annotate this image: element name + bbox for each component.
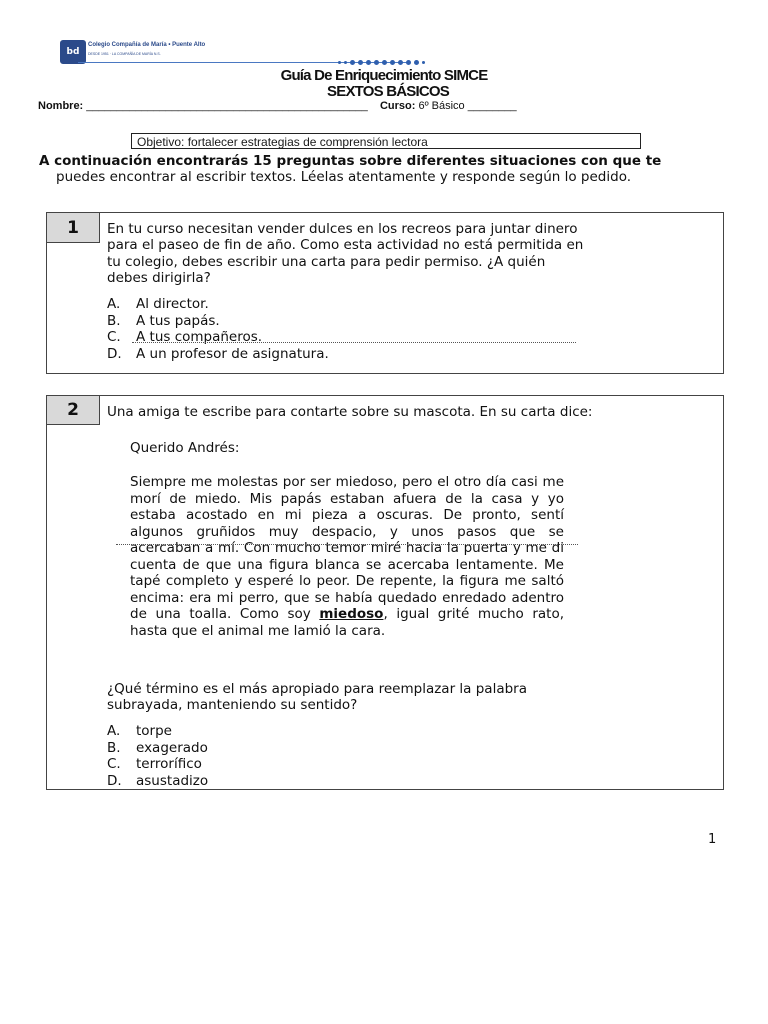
instructions-line-2: puedes encontrar al escribir textos. Léelas atentamente y responde según lo pedido. [56, 169, 632, 185]
nombre-blank[interactable]: ______________________________________________ [86, 100, 368, 112]
page-number: 1 [708, 832, 717, 847]
option-a[interactable]: A. torpe [107, 723, 172, 739]
question-2-options [107, 723, 208, 789]
option-b[interactable]: B. exagerado [107, 739, 208, 756]
option-a[interactable]: A. Al director. [107, 296, 209, 312]
question-2-number: 2 [46, 395, 100, 425]
question-1-options [107, 296, 329, 362]
option-b[interactable]: B. A tus papás. [107, 312, 220, 329]
question-1-stem: En tu curso necesitan vender dulces en los recreos para juntar dinero para el paseo de fin de año. Como esta actividad no está permitida en tu colegio, debes escribir una carta para pedir permiso. ¿A quién debes dirigirla? [107, 221, 584, 287]
dotted-rule [132, 342, 576, 343]
option-d[interactable]: D. A un profesor de asignatura. [107, 345, 329, 362]
school-subtitle: DESDE 1951 · LA COMPAÑÍA DE MARÍA N.S. [88, 52, 161, 56]
objective-box: Objetivo: fortalecer estrategias de comprensión lectora [131, 133, 641, 149]
nombre-label: Nombre: [38, 100, 84, 112]
school-name: Colegio Compañía de María • Puente Alto [88, 42, 206, 48]
question-2-intro: Una amiga te escribe para contarte sobre su mascota. En su carta dice: [107, 404, 593, 420]
dotted-rule [116, 544, 578, 545]
document-subtitle: SEXTOS BÁSICOS [327, 83, 449, 100]
student-info-row [38, 100, 517, 112]
option-c[interactable]: C. A tus compañeros. [107, 329, 263, 346]
document-title: Guía De Enriquecimiento SIMCE [280, 67, 488, 84]
letter-salutation: Querido Andrés: [130, 440, 240, 456]
curso-label: Curso: [379, 100, 416, 112]
instructions-line-1: A continuación encontrarás 15 preguntas sobre diferentes situaciones con que te [39, 153, 662, 169]
school-crest-icon: bd [60, 40, 86, 64]
curso-value[interactable]: 6º Básico ________ [418, 100, 517, 112]
header-dots-decoration [338, 58, 425, 66]
school-logo [60, 40, 230, 64]
question-2-stem: ¿Qué término es el más apropiado para reemplazar la palabra subrayada, manteniendo su sentido? [107, 681, 527, 714]
underlined-word: miedoso [319, 606, 384, 623]
letter-body: Siempre me molestas por ser miedoso, pero el otro día casi me morí de miedo. Mis papás estaban afuera de la casa y yo estaba acostado en mi pieza a oscuras. De pronto, sentí algunos gruñidos muy despacio, y unos pasos que se acercaban a mí. Con mucho temor miré hacia la puerta y me di cuenta de que una figura blanca se acercaba lentamente. Me tapé completo y esperé lo peor. De repente, la figura me saltó encima: era mi perro, que se había quedado enredado adentro de una toalla. Como soy miedoso, igual grité mucho rato, hasta que el animal me lamió la cara. [130, 474, 564, 639]
question-1-number: 1 [46, 212, 100, 243]
option-c[interactable]: C. terrorífico [107, 756, 202, 773]
option-d[interactable]: D. asustadizo [107, 772, 209, 789]
